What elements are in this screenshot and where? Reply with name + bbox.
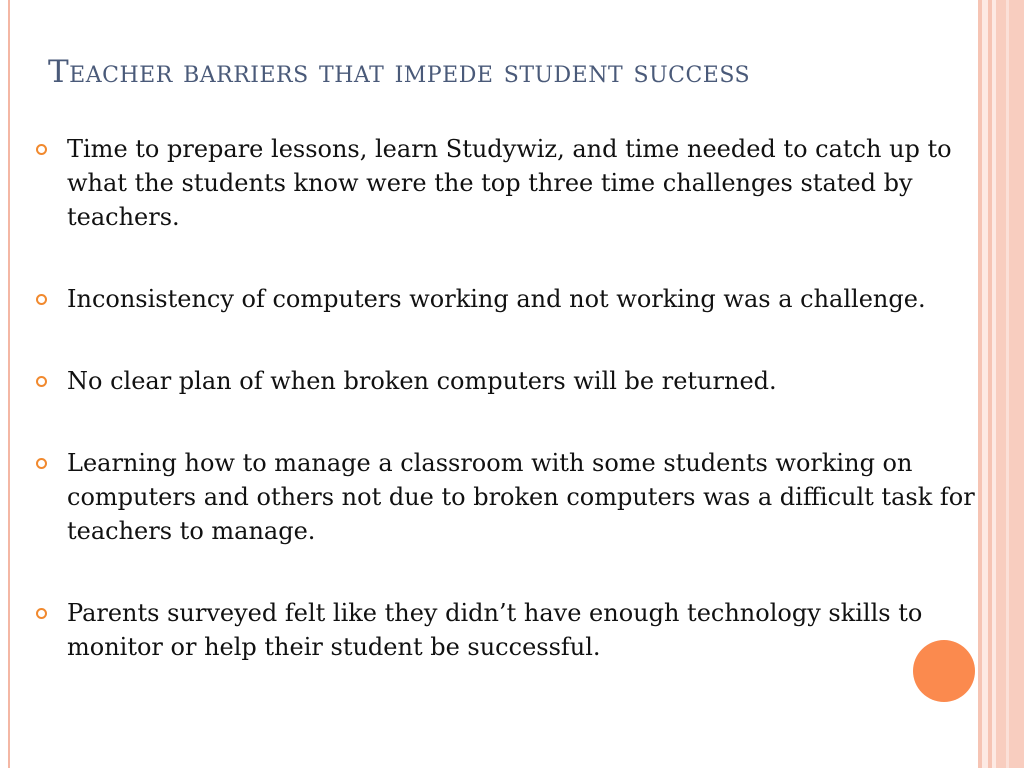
hollow-circle-bullet-icon — [36, 458, 47, 469]
bullet-item — [36, 364, 976, 398]
bullet-text: No clear plan of when broken computers will be returned. — [67, 367, 777, 395]
bullet-list — [36, 132, 976, 664]
right-decorative-band — [996, 0, 1024, 768]
hollow-circle-bullet-icon — [36, 608, 47, 619]
bullet-text: Parents surveyed felt like they didn’t have enough technology skills to monitor or help their student be successful. — [67, 599, 923, 661]
decorative-accent-circle — [913, 640, 975, 702]
right-decorative-band — [1006, 0, 1009, 768]
bullet-item — [36, 282, 976, 316]
hollow-circle-bullet-icon — [36, 144, 47, 155]
bullet-item — [36, 446, 976, 548]
bullet-item — [36, 132, 976, 234]
slide-title: Teacher barriers that impede student success — [48, 54, 751, 90]
hollow-circle-bullet-icon — [36, 294, 47, 305]
bullet-text: Time to prepare lessons, learn Studywiz, and time needed to catch up to what the students know were the top three time challenges stated by teachers. — [67, 135, 952, 231]
bullet-text: Inconsistency of computers working and not working was a challenge. — [67, 285, 926, 313]
bullet-text: Learning how to manage a classroom with some students working on computers and others not due to broken computers was a difficult task for teachers to manage. — [67, 449, 975, 545]
bullet-item — [36, 596, 976, 664]
hollow-circle-bullet-icon — [36, 376, 47, 387]
left-border-line — [8, 0, 10, 768]
